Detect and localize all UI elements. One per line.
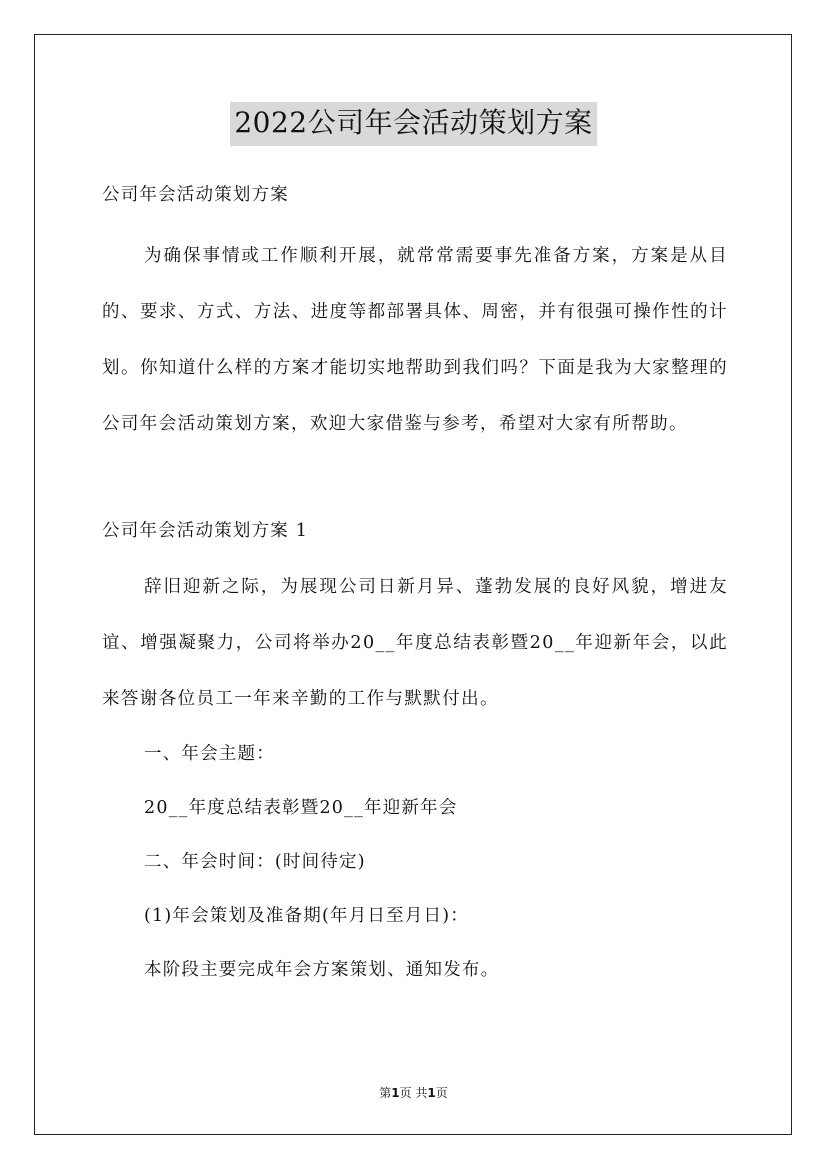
intro-paragraph: 为确保事情或工作顺利开展，就常常需要事先准备方案，方案是从目的、要求、方式、方法、进度等都部署具体、周密，并有很强可操作性的计划。你知道什么样的方案才能切实地帮助到我们吗？下面是我为大家整理的公司年会活动策划方案，欢迎大家借鉴与参考，希望对大家有所帮助。 — [102, 246, 728, 434]
list-item-prep-text: 本阶段主要完成年会方案策划、通知发布。 — [144, 960, 500, 980]
document-title — [0, 102, 827, 146]
list-item-time: 二、年会时间：(时间待定) — [144, 852, 366, 872]
footer-page-total: 1 — [427, 1086, 436, 1100]
document-title-text: 2022公司年会活动策划方案 — [230, 102, 596, 146]
spacer — [102, 452, 728, 508]
spacer — [102, 218, 728, 228]
paragraph-1: 辞旧迎新之际，为展现公司日新月异、蓬勃发展的良好风貌，增进友谊、增强凝聚力，公司将举办20__年度总结表彰暨20__年迎新年会，以此来答谢各位员工一年来辛勤的工作与默默付出。 — [102, 577, 728, 709]
list-item-prep-period: (1)年会策划及准备期(年月日至月日)： — [144, 906, 469, 926]
section-heading: 公司年会活动策划方案 — [102, 185, 289, 205]
footer-prefix: 第 — [379, 1086, 392, 1100]
page-footer — [0, 1084, 827, 1101]
footer-page-number: 1 — [391, 1086, 400, 1100]
footer-suffix: 页 — [435, 1086, 448, 1100]
list-item-theme: 一、年会主题： — [144, 744, 275, 764]
list-item-theme-text: 20__年度总结表彰暨20__年迎新年会 — [144, 798, 458, 818]
section-heading-1: 公司年会活动策划方案 1 — [102, 521, 309, 541]
document-body — [102, 172, 728, 997]
footer-mid: 页 共 — [399, 1086, 428, 1100]
